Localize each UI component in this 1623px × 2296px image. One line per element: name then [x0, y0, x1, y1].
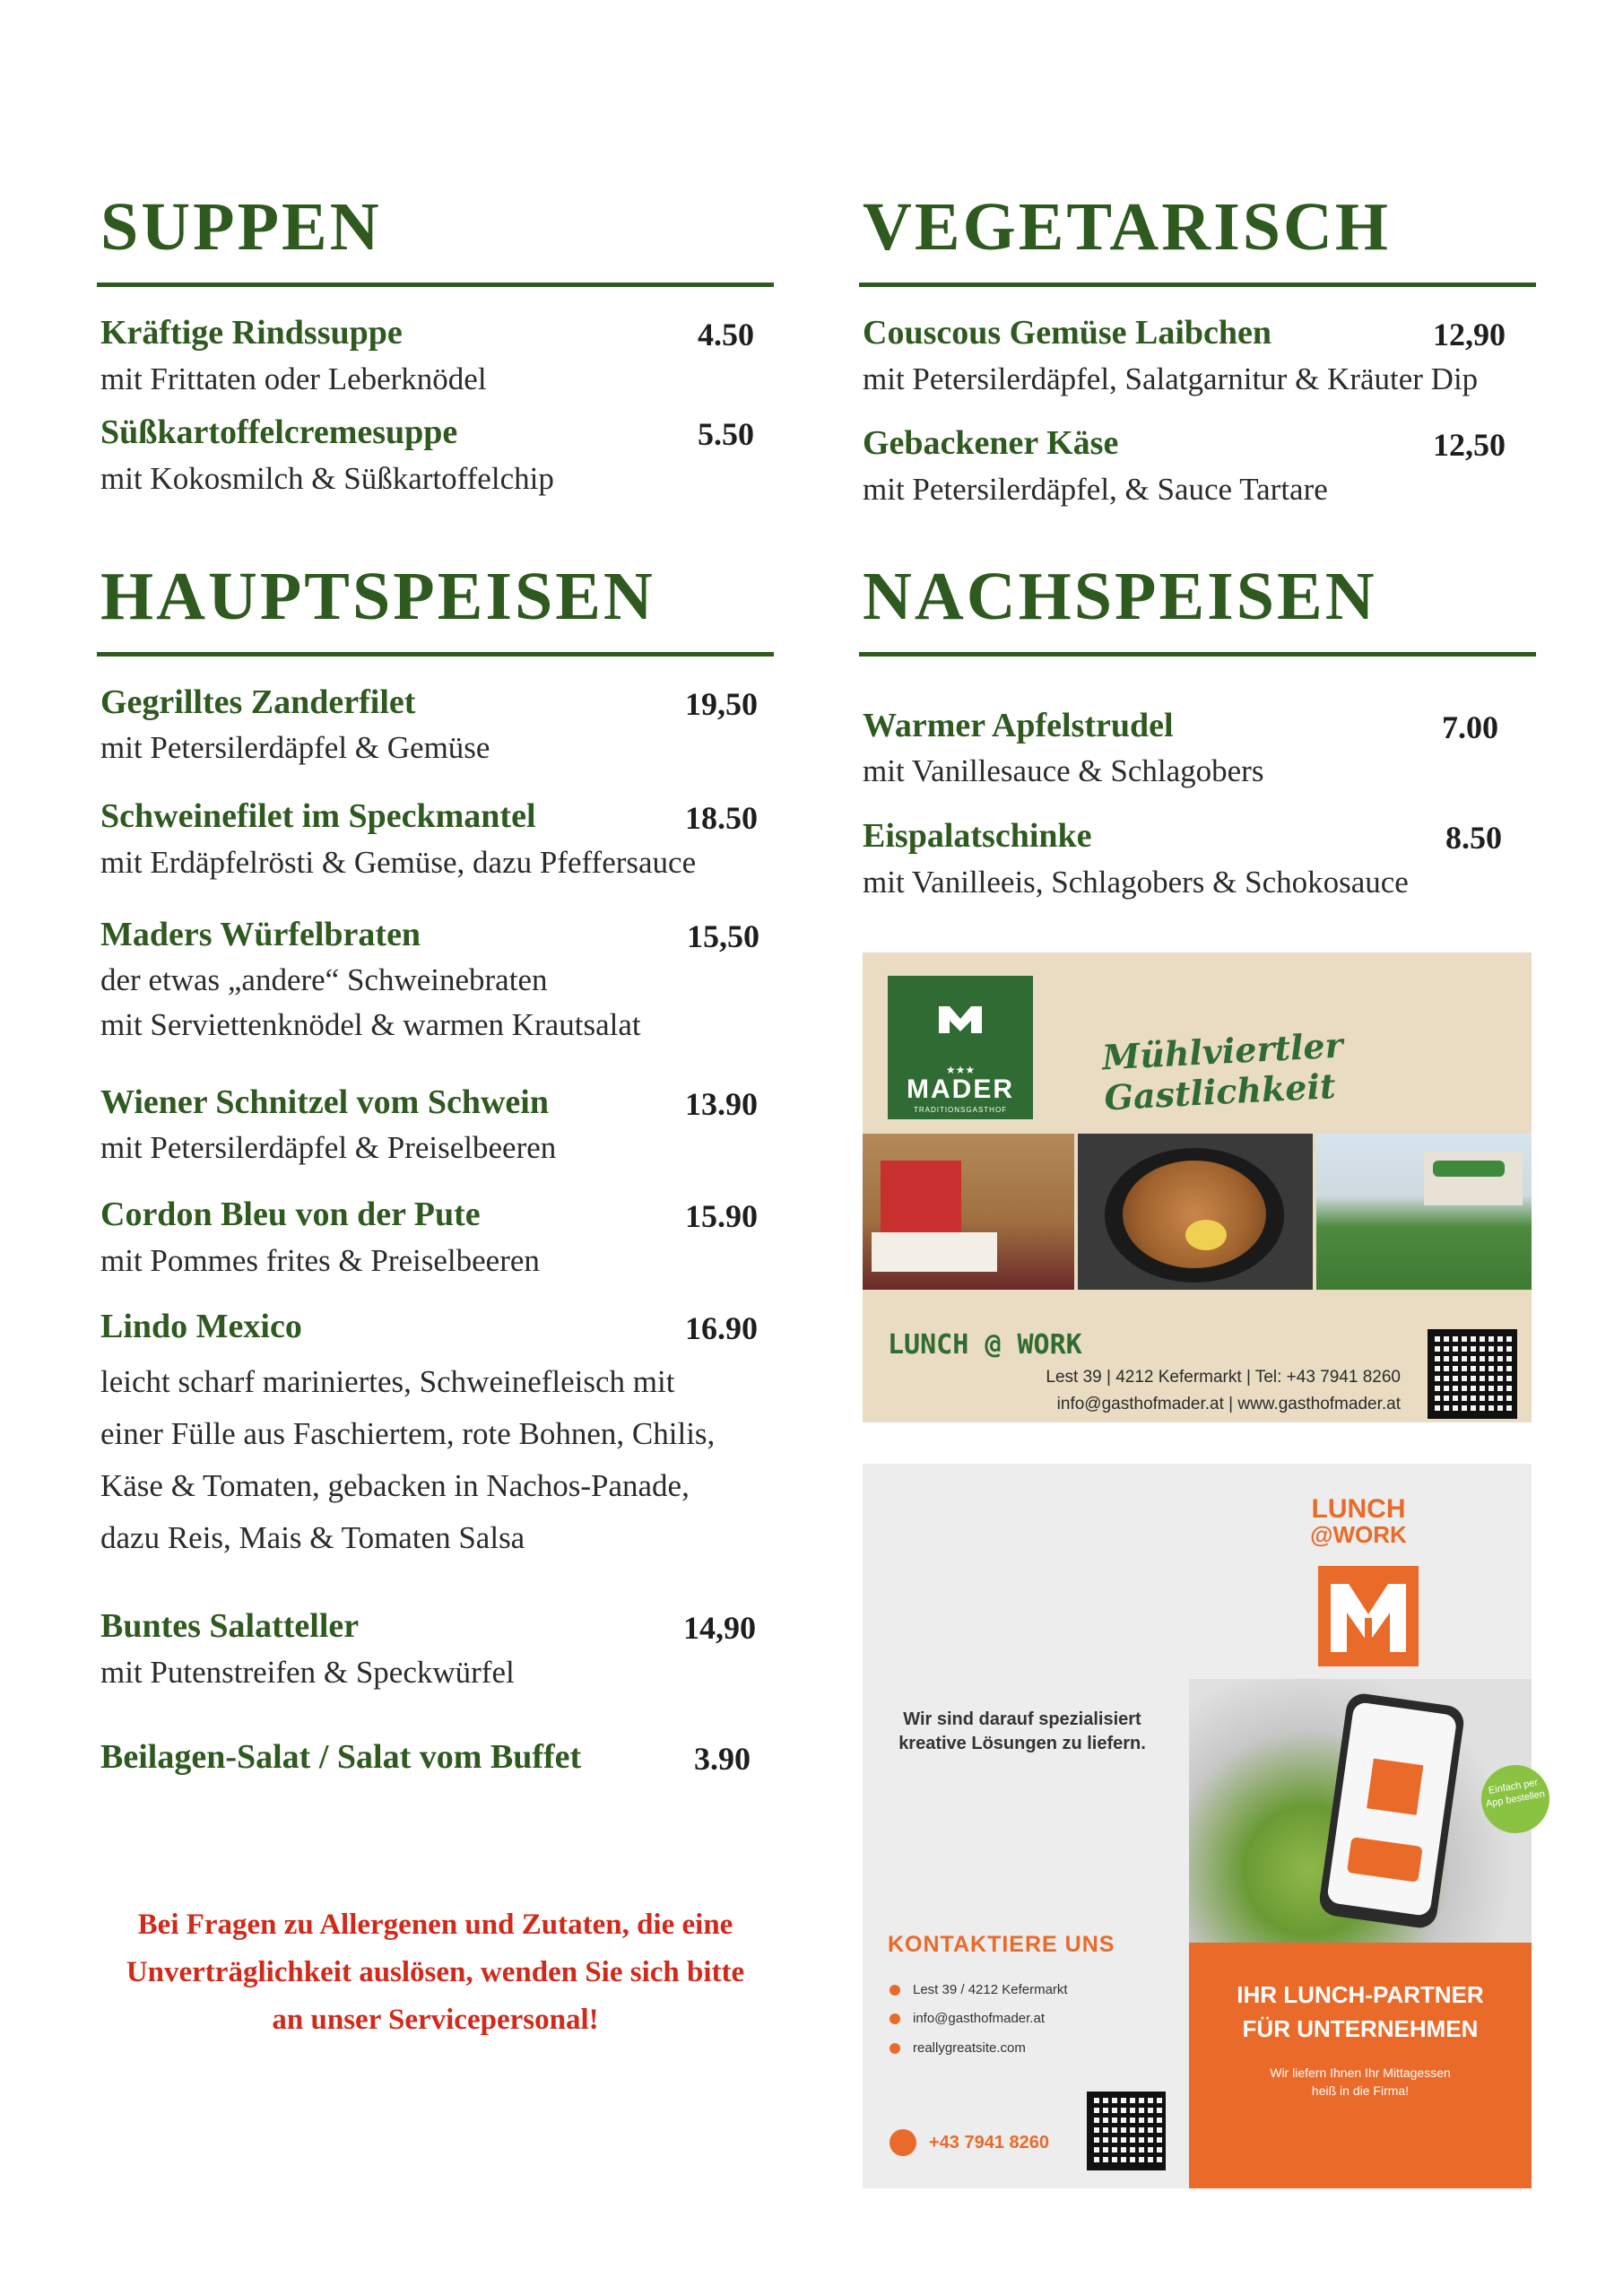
mader-brand: MADER	[907, 1074, 1014, 1104]
brand-line: @WORK	[1310, 1521, 1407, 1548]
mader-web: info@gasthofmader.at | www.gasthofmader.at	[1056, 1395, 1401, 1413]
headline-line: FÜR UNTERNEHMEN	[1242, 2014, 1479, 2042]
address-text: Lest 39 / 4212 Kefermarkt	[913, 1982, 1068, 1997]
item-price: 7.00	[1442, 709, 1498, 745]
section-vegetarisch	[859, 189, 1536, 512]
item-description: mit Petersilerdäpfel & Gemüse	[100, 730, 490, 766]
menu-item	[97, 1308, 774, 1564]
item-description: mit Erdäpfelrösti & Gemüse, dazu Pfeffersauce	[100, 844, 697, 880]
smartphone	[1317, 1692, 1466, 1930]
item-name: Maders Würfelbraten	[100, 915, 421, 953]
item-price: 4.50	[698, 317, 754, 352]
allergen-notice-line: Unverträglichkeit auslösen, wenden Sie sich bitte	[126, 1955, 745, 1988]
item-description: einer Fülle aus Faschiertem, rote Bohnen, Chilis,	[100, 1416, 716, 1452]
item-description: mit Vanillesauce & Schlagobers	[863, 753, 1264, 789]
menu-item	[97, 797, 774, 884]
item-description: mit Petersilerdäpfel & Preiselbeeren	[100, 1130, 557, 1166]
item-price: 19,50	[685, 685, 758, 722]
mader-brand-sub: TRADITIONSGASTHOF	[913, 1106, 1008, 1114]
globe-icon	[890, 2043, 900, 2054]
item-price: 14,90	[683, 1610, 756, 1647]
mader-m-icon	[935, 1001, 985, 1035]
item-price: 12,90	[1433, 317, 1506, 352]
subtext-line: heiß in die Firma!	[1311, 2083, 1410, 2098]
section-divider	[859, 652, 1536, 657]
headline-line: IHR LUNCH-PARTNER	[1237, 1981, 1484, 2008]
qr-code	[1087, 2092, 1166, 2170]
item-description: leicht scharf mariniertes, Schweinefleisch mit	[100, 1364, 675, 1399]
mader-address: Lest 39 | 4212 Kefermarkt | Tel: +43 7941 8260	[1046, 1368, 1401, 1387]
menu-item	[97, 1607, 774, 1694]
section-title-hauptspeisen: HAUPTSPEISEN	[100, 558, 655, 634]
subtext-line: Wir liefern Ihnen Ihr Mittagessen	[1270, 2066, 1451, 2080]
lunch-at-work-label: LUNCH @ WORK	[888, 1329, 1082, 1361]
lunch-logo	[1318, 1566, 1419, 1666]
section-nachspeisen	[859, 558, 1536, 905]
food-dish-photo	[1078, 1134, 1313, 1290]
item-price: 15,50	[687, 918, 759, 954]
item-price: 16.90	[685, 1310, 758, 1347]
item-name: Couscous Gemüse Laibchen	[863, 314, 1272, 352]
item-name: Eispalatschinke	[863, 817, 1092, 856]
allergen-notice-line: an unser Servicepersonal!	[272, 2003, 599, 2036]
lunch-tagline: Wir sind darauf spezialisiert kreative Lösungen zu liefern.	[898, 1709, 1146, 1753]
item-description: mit Kokosmilch & Süßkartoffelchip	[100, 461, 554, 497]
section-title-nachspeisen: NACHSPEISEN	[863, 558, 1377, 634]
item-price: 18.50	[685, 800, 758, 837]
section-divider	[97, 652, 774, 657]
banner-subtext	[1189, 2065, 1532, 2100]
item-name: Gegrilltes Zanderfilet	[100, 683, 416, 721]
item-name: Kräftige Rindssuppe	[100, 314, 403, 352]
item-name: Cordon Bleu von der Pute	[100, 1195, 481, 1233]
mader-logo	[888, 976, 1033, 1119]
qr-code	[1428, 1329, 1517, 1419]
section-title-vegetarisch: VEGETARISCH	[863, 189, 1392, 265]
item-description: mit Serviettenknödel & warmen Krautsalat	[100, 1006, 641, 1042]
contact-website	[890, 2040, 1026, 2056]
item-name: Warmer Apfelstrudel	[863, 706, 1174, 744]
menu-item	[97, 314, 774, 401]
item-description: mit Vanilleeis, Schlagobers & Schokosauce	[863, 864, 1409, 900]
menu-item	[97, 1196, 774, 1283]
allergen-notice-line: Bei Fragen zu Allergenen und Zutaten, die eine	[137, 1909, 733, 1941]
hotel-room-photo	[863, 1134, 1074, 1290]
mail-icon	[890, 2013, 900, 2024]
menu-item	[859, 314, 1536, 401]
phone-icon	[890, 2129, 916, 2156]
item-price: 13.90	[685, 1085, 758, 1122]
item-description: der etwas „andere“ Schweinebraten	[100, 962, 548, 998]
menu-item	[97, 683, 774, 770]
lunch-at-work-brand	[1302, 1496, 1415, 1546]
lunch-at-work-advertisement	[863, 1464, 1546, 2188]
location-pin-icon	[890, 1985, 900, 1996]
brand-line: LUNCH	[1311, 1494, 1406, 1524]
item-description: mit Pommes frites & Preiselbeeren	[100, 1242, 540, 1278]
menu-item	[859, 707, 1536, 794]
item-description: mit Petersilerdäpfel, Salatgarnitur & Kräuter Dip	[863, 361, 1479, 396]
lunch-url: lunchatwork.at	[1297, 2144, 1424, 2163]
item-name: Buntes Salatteller	[100, 1607, 360, 1646]
right-column	[859, 189, 1536, 905]
star-rating: ★★★	[945, 1064, 976, 1076]
menu-item	[97, 1738, 774, 1778]
item-description: mit Putenstreifen & Speckwürfel	[100, 1655, 515, 1691]
garden-terrace-photo	[1316, 1134, 1532, 1290]
item-price: 3.90	[694, 1740, 751, 1777]
phone-text: +43 7941 8260	[929, 2132, 1050, 2152]
website-text: reallygreatsite.com	[913, 2040, 1026, 2056]
fork-knife-icon	[1318, 1566, 1419, 1666]
menu-item	[859, 424, 1536, 511]
item-name: Süßkartoffelcremesuppe	[100, 413, 458, 452]
contact-address	[890, 1982, 1068, 1997]
item-name: Beilagen-Salat / Salat vom Buffet	[100, 1737, 582, 1776]
mader-advertisement	[863, 952, 1532, 1422]
item-name: Wiener Schnitzel vom Schwein	[100, 1083, 549, 1121]
section-suppen	[97, 189, 774, 501]
contact-phone	[890, 2129, 1049, 2156]
section-divider	[97, 283, 774, 287]
email-text: info@gasthofmader.at	[913, 2011, 1045, 2026]
section-hauptspeisen	[97, 558, 774, 1778]
section-title-suppen: SUPPEN	[100, 189, 382, 265]
item-name: Gebackener Käse	[863, 424, 1119, 463]
banner-headline	[1189, 1979, 1532, 2046]
item-name: Schweinefilet im Speckmantel	[100, 797, 536, 836]
allergen-notice	[97, 1901, 774, 2043]
item-description: mit Frittaten oder Leberknödel	[100, 361, 487, 396]
mader-slogan: Mühlviertler Gastlichkeit	[1100, 1024, 1344, 1118]
item-price: 12,50	[1433, 427, 1506, 464]
item-price: 8.50	[1445, 820, 1502, 857]
contact-email	[890, 2011, 1045, 2026]
item-price: 5.50	[698, 416, 754, 453]
item-description: dazu Reis, Mais & Tomaten Salsa	[100, 1520, 525, 1556]
section-divider	[859, 283, 1536, 287]
item-description: mit Petersilerdäpfel, & Sauce Tartare	[863, 472, 1328, 508]
menu-item	[97, 413, 774, 500]
item-name: Lindo Mexico	[100, 1308, 302, 1346]
contact-heading: KONTAKTIERE UNS	[888, 1932, 1115, 1957]
menu-item	[859, 817, 1536, 904]
item-price: 15.90	[685, 1197, 758, 1234]
menu-item	[97, 916, 774, 1048]
menu-item	[97, 1083, 774, 1170]
left-column	[97, 189, 774, 1777]
item-description: Käse & Tomaten, gebacken in Nachos-Panade,	[100, 1468, 690, 1504]
app-order-badge: Einfach per App bestellen	[1476, 1760, 1555, 1839]
